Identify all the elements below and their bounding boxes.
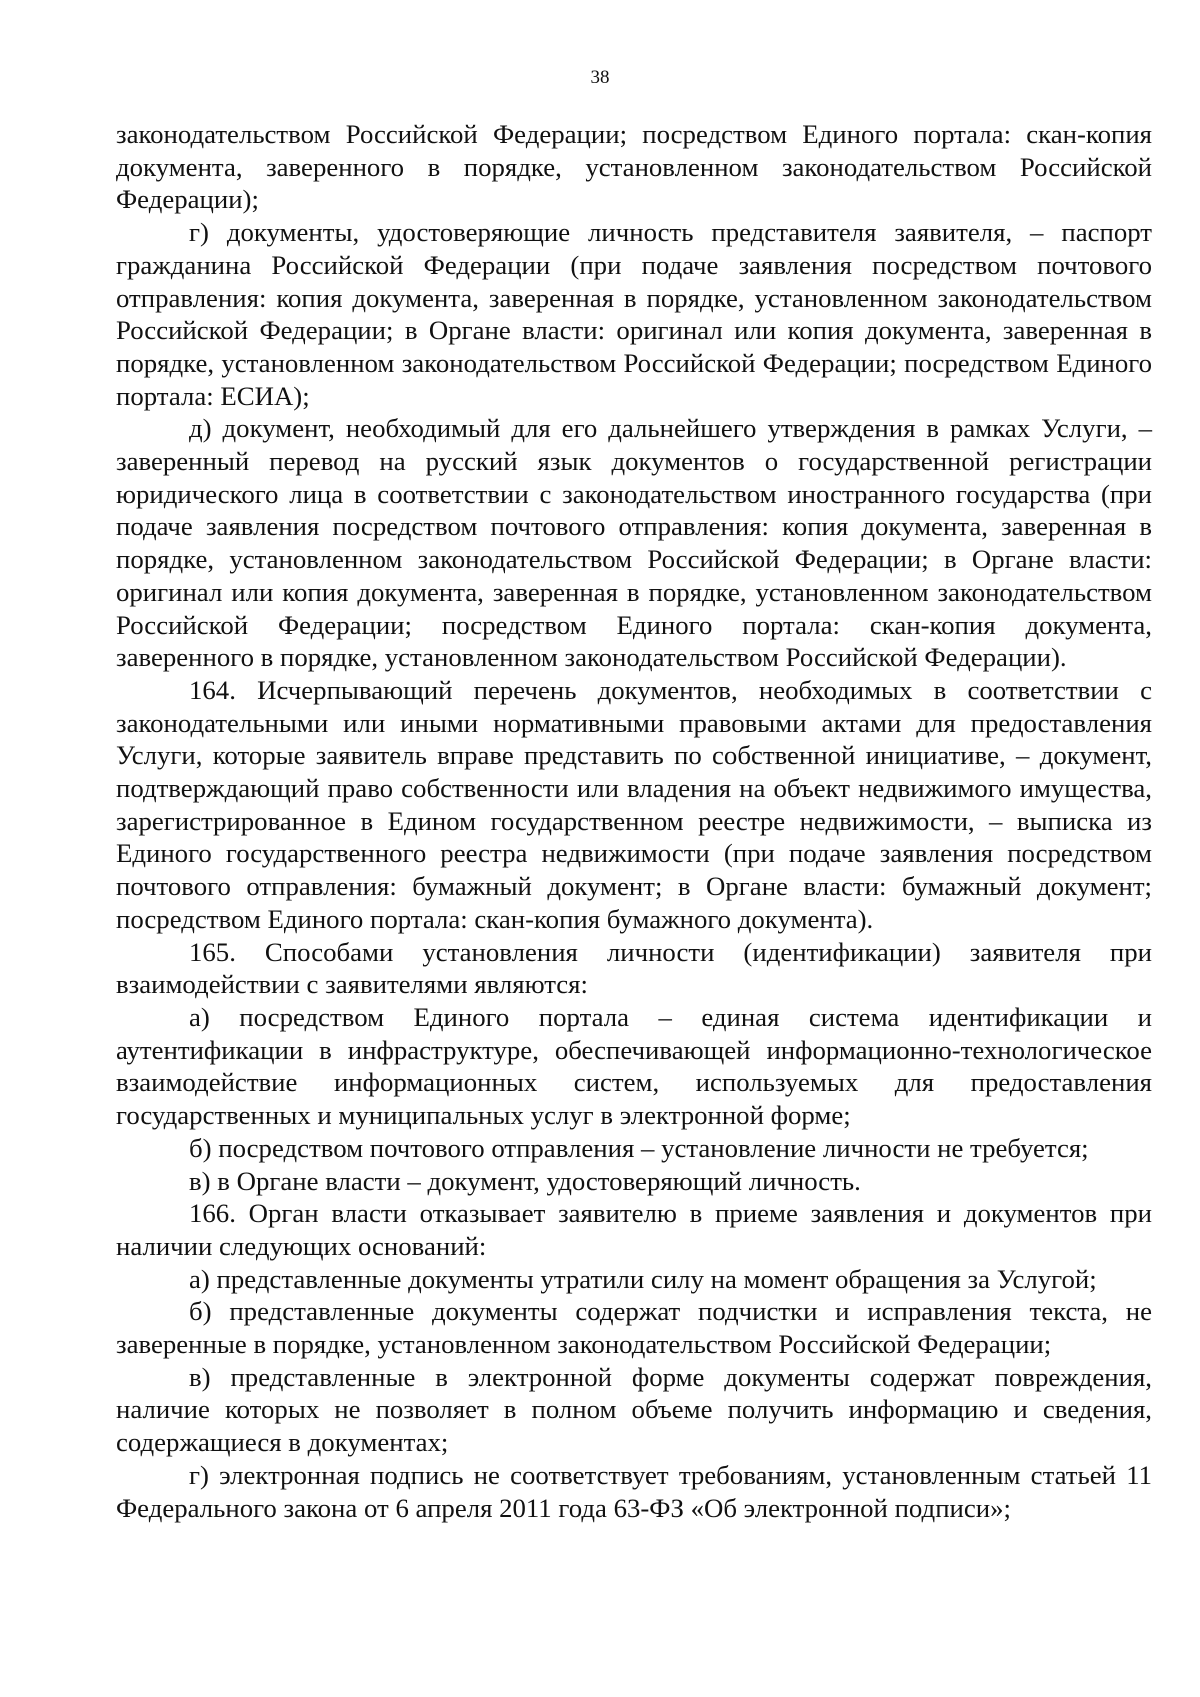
page-number: 38 bbox=[590, 67, 610, 88]
paragraph-165-item-v: в) в Органе власти – документ, удостоверяющий личность. bbox=[189, 1165, 861, 1196]
paragraph-165-item-b: б) посредством почтового отправления – установление личности не требуется; bbox=[189, 1132, 1089, 1163]
paragraph-166-item-a: а) представленные документы утратили силу на момент обращения за Услугой; bbox=[189, 1263, 1097, 1294]
paragraph-166-item-g: г) электронная подпись не соответствует требованиям, установленным статьей 11 Федерального закона от 6 апреля 2011 года 63-ФЗ «Об электронной подписи»; bbox=[116, 1459, 1152, 1523]
paragraph-item-d-translated-registration: д) документ, необходимый для его дальнейшего утверждения в рамках Услуги, – заверенный перевод на русский язык документов о государственной регистрации юридического лица в соответствии с законодательством иностранного государства (при подаче заявления посредством почтового отправления: копия документа, заверенная в порядке, установленном законодательством Российской Федерации; в Органе власти: оригинал или копия документа, заверенная в порядке, установленном законодательством Российской Федерации; посредством Единого портала: скан-копия документа, заверенного в порядке, установленном законодательством Российской Федерации). bbox=[116, 413, 1152, 673]
paragraph-166: 166. Орган власти отказывает заявителю в приеме заявления и документов при наличии следующих оснований: bbox=[116, 1198, 1152, 1261]
paragraph-164: 164. Исчерпывающий перечень документов, необходимых в соответствии с законодательными или иными нормативными правовыми актами для предоставления Услуги, которые заявитель вправе представить по собственной инициативе, – документ, подтверждающий право собственности или владения на объект недвижимого имущества, зарегистрированное в Едином государственном реестре недвижимости, – выписка из Единого государственного реестра недвижимости (при подаче заявления посредством почтового отправления: бумажный документ; в Органе власти: бумажный документ; посредством Единого портала: скан-копия бумажного документа). bbox=[116, 674, 1152, 934]
document-body bbox=[116, 118, 1152, 1524]
paragraph-166-item-b: б) представленные документы содержат подчистки и исправления текста, не заверенные в порядке, установленном законодательством Российской Федерации; bbox=[116, 1296, 1152, 1360]
paragraph-continuation: законодательством Российской Федерации; посредством Единого портала: скан-копия документа, заверенного в порядке, установленном законодательством Российской Федерации); bbox=[116, 119, 1152, 215]
paragraph-166-item-v: в) представленные в электронной форме документы содержат повреждения, наличие которых не позволяет в полном объеме получить информацию и сведения, содержащиеся в документах; bbox=[116, 1361, 1152, 1458]
paragraph-165: 165. Способами установления личности (идентификации) заявителя при взаимодействии с заявителями являются: bbox=[116, 936, 1152, 1000]
paragraph-item-g-representative-documents: г) документы, удостоверяющие личность представителя заявителя, – паспорт гражданина Российской Федерации (при подаче заявления посредством почтового отправления: копия документа, заверенная в порядке, установленном законодательством Российской Федерации; в Органе власти: оригинал или копия документа, заверенная в порядке, установленном законодательством Российской Федерации; посредством Единого портала: ЕСИА); bbox=[116, 217, 1152, 411]
paragraph-165-item-a: а) посредством Единого портала – единая система идентификации и аутентификации в инфраструктуре, обеспечивающей информационно-технологическое взаимодействие информационных систем, используемых для предоставления государственных и муниципальных услуг в электронной форме; bbox=[116, 1001, 1152, 1131]
